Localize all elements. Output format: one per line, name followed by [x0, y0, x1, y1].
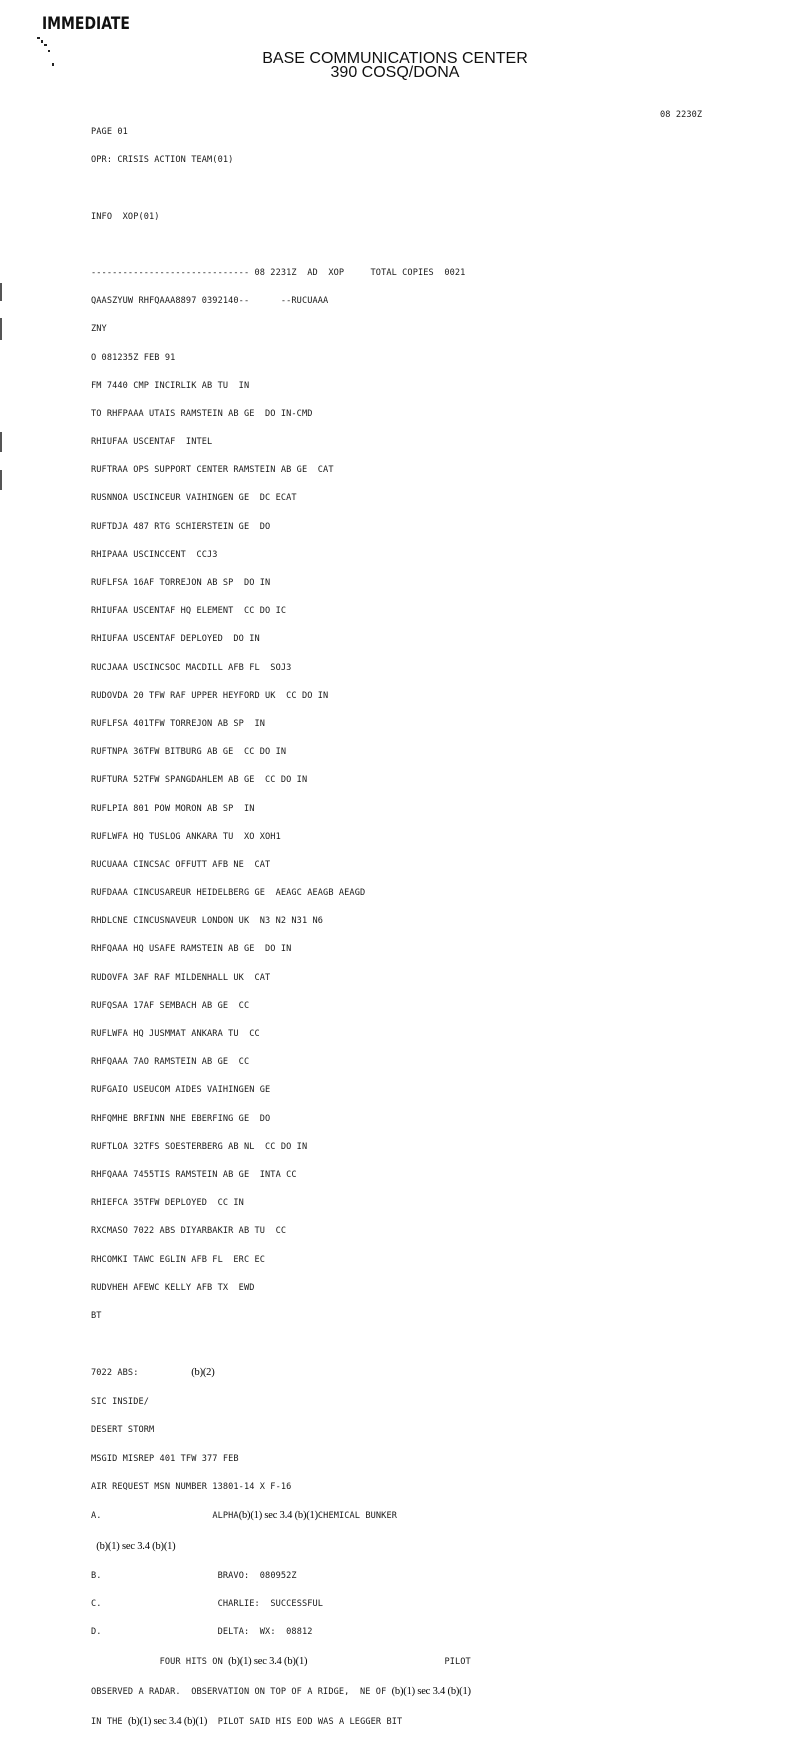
bravo-value: BRAVO: 080952Z: [217, 1571, 297, 1581]
redaction-b2: (b)(2): [191, 1367, 215, 1379]
redaction-b1: (b)(1) sec 3.4 (b)(1): [228, 1655, 308, 1667]
addressee-line: RUDOVFA 3AF RAF MILDENHALL UK CAT: [91, 972, 271, 983]
redaction-b1: (b)(1) sec 3.4 (b)(1): [238, 1510, 318, 1521]
item-a-cont: [91, 1541, 471, 1552]
air-request-line: AIR REQUEST MSN NUMBER 13801-14 X F-16: [91, 1481, 292, 1492]
pilot-text: PILOT: [444, 1656, 471, 1667]
addressee-line: RHIUFAA USCENTAF HQ ELEMENT CC DO IC: [91, 606, 287, 617]
item-d-line: [91, 1628, 471, 1636]
in-the-text: IN THE: [91, 1716, 123, 1727]
scan-speck: [52, 63, 54, 66]
abs-line: [91, 1368, 471, 1378]
addressee-line: RUFTLOA 32TFS SOESTERBERG AB NL CC DO IN: [91, 1141, 308, 1152]
abs-prefix: 7022 ABS:: [91, 1368, 139, 1379]
info-line: INFO XOP(01): [91, 211, 160, 222]
addressee-line: RUFLFSA 16AF TORREJON AB SP DO IN: [91, 578, 271, 588]
delta-value: DELTA: WX: 08812: [217, 1627, 313, 1638]
scan-speck: [41, 40, 43, 43]
total-copies-line: ------------------------------ 08 2231Z AD XOP TOTAL COPIES 0021: [91, 267, 466, 278]
addressee-line: RXCMASO 7022 ABS DIYARBAKIR AB TU CC: [91, 1226, 287, 1237]
last-tail-text: PILOT SAID HIS EOD WAS A LEGGER BIT: [217, 1716, 403, 1727]
msgid-line: MSGID MISREP 401 TFW 377 FEB: [91, 1453, 239, 1464]
immediate-stamp: IMMEDIATE: [42, 14, 130, 34]
addressee-line: RUDOVDA 20 TFW RAF UPPER HEYFORD UK CC DO IN: [91, 690, 329, 701]
item-d-label: D.: [91, 1627, 102, 1638]
addressee-line: RHCOMKI TAWC EGLIN AFB FL ERC EC: [91, 1254, 266, 1265]
to-line: TO RHFPAAA UTAIS RAMSTEIN AB GE DO IN-CMD: [91, 408, 313, 419]
classification-line: SIC INSIDE/: [91, 1397, 150, 1408]
margin-mark: [0, 432, 2, 452]
message-id-line: QAASZYUW RHFQAAA8897 0392140-- --RUCUAAA: [91, 296, 329, 307]
zny-line: ZNY: [91, 324, 107, 335]
addressee-line: RUFGAIO USEUCOM AIDES VAIHINGEN GE: [91, 1085, 271, 1096]
alpha-label: ALPHA: [212, 1511, 239, 1521]
addressee-line: RUCJAAA USCINCSOC MACDILL AFB FL SOJ3: [91, 662, 292, 673]
four-hits-text: FOUR HITS ON: [159, 1656, 223, 1667]
addressee-line: RHDLCNE CINCUSNAVEUR LONDON UK N3 N2 N31 N6: [91, 916, 324, 927]
addressee-line: RHIUFAA USCENTAF DEPLOYED DO IN: [91, 634, 260, 645]
message-text: [91, 108, 471, 1737]
spacer: [91, 184, 471, 192]
item-a-line: [91, 1511, 471, 1521]
addressee-line: RUFQSAA 17AF SEMBACH AB GE CC: [91, 1000, 250, 1011]
addressee-line: RUFLWFA HQ TUSLOG ANKARA TU XO XOH1: [91, 831, 281, 842]
opr-line: OPR: CRISIS ACTION TEAM(01): [91, 155, 234, 166]
header-subtitle: 390 COSQ/DONA: [330, 64, 460, 81]
margin-mark: [0, 470, 2, 490]
header-title: BASE COMMUNICATIONS CENTER: [262, 50, 528, 67]
item-c-label: C.: [91, 1599, 102, 1610]
redaction-b1: (b)(1) sec 3.4 (b)(1): [96, 1541, 176, 1552]
item-b-label: B.: [91, 1571, 102, 1581]
item-c-line: [91, 1600, 471, 1608]
scan-speck: [48, 50, 50, 52]
observed-line: [91, 1687, 471, 1697]
addressee-line: RUCUAAA CINCSAC OFFUTT AFB NE CAT: [91, 859, 271, 870]
charlie-value: CHARLIE: SUCCESSFUL: [217, 1599, 324, 1610]
addressee-line: RUFLPIA 801 POW MORON AB SP IN: [91, 803, 255, 814]
spacer: [91, 241, 471, 249]
operation-line: DESERT STORM: [91, 1425, 155, 1436]
margin-mark: [0, 283, 2, 301]
scan-speck: [44, 44, 47, 46]
alpha-tail: CHEMICAL BUNKER: [317, 1511, 397, 1521]
from-line: FM 7440 CMP INCIRLIK AB TU IN: [91, 380, 250, 391]
addressee-line: RUFDAAA CINCUSAREUR HEIDELBERG GE AEAGC AEAGB AEAGD: [91, 888, 366, 899]
redaction-b1: (b)(1) sec 3.4 (b)(1): [127, 1715, 208, 1727]
addressee-line: RUFTDJA 487 RTG SCHIERSTEIN GE DO: [91, 521, 271, 532]
addressee-line: RUFTNPA 36TFW BITBURG AB GE CC DO IN: [91, 747, 287, 758]
dtg-time: 08 2230Z: [660, 110, 703, 120]
addressee-line: RHIUFAA USCENTAF INTEL: [91, 437, 213, 448]
addressee-line: RUFLFSA 401TFW TORREJON AB SP IN: [91, 718, 266, 729]
addressee-line: RUFTRAA OPS SUPPORT CENTER RAMSTEIN AB GE CAT: [91, 465, 334, 476]
addressee-line: RUFLWFA HQ JUSMMAT ANKARA TU CC: [91, 1029, 260, 1039]
addressee-line: RHFQAAA HQ USAFE RAMSTEIN AB GE DO IN: [91, 944, 292, 955]
page-number: PAGE 01: [91, 127, 128, 137]
spacer: [91, 1340, 471, 1348]
margin-mark: [0, 318, 2, 340]
addressee-line: RHIEFCA 35TFW DEPLOYED CC IN: [91, 1198, 244, 1209]
addressee-line: RHFQMHE BRFINN NHE EBERFING GE DO: [91, 1113, 271, 1124]
in-the-line: [91, 1717, 471, 1727]
redaction-b1: (b)(1) sec 3.4 (b)(1): [391, 1685, 471, 1697]
bt-line: BT: [91, 1310, 102, 1321]
addressee-line: RUFTURA 52TFW SPANGDAHLEM AB GE CC DO IN: [91, 775, 308, 786]
addressee-line: RHFQAAA 7455TIS RAMSTEIN AB GE INTA CC: [91, 1169, 297, 1180]
addressee-line: RUSNNOA USCINCEUR VAIHINGEN GE DC ECAT: [91, 493, 297, 504]
addressee-line: RHFQAAA 7AO RAMSTEIN AB GE CC: [91, 1057, 250, 1068]
date-line: O 081235Z FEB 91: [91, 352, 176, 363]
observed-text: OBSERVED A RADAR. OBSERVATION ON TOP OF A RIDGE, NE OF: [91, 1686, 387, 1697]
addressee-line: RUDVHEH AFEWC KELLY AFB TX EWD: [91, 1282, 255, 1293]
four-hits-line: [91, 1657, 471, 1667]
item-b-line: [91, 1572, 471, 1580]
scan-speck: [37, 37, 40, 39]
item-a-label: A.: [91, 1511, 102, 1521]
addressee-line: RHIPAAA USCINCCENT CCJ3: [91, 549, 218, 560]
